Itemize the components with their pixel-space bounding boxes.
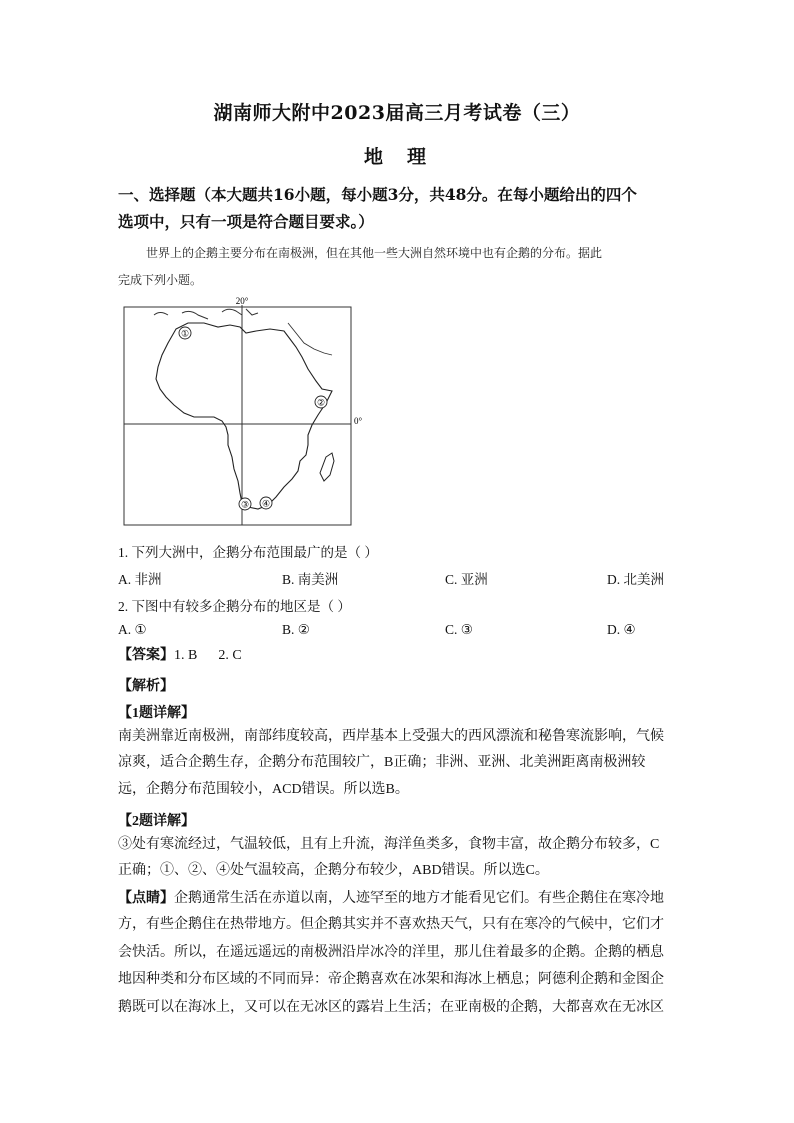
question-1-stem: 1. 下列大洲中，企鹅分布范围最广的是（ ）: [118, 545, 378, 560]
tip-first-line: [118, 886, 664, 912]
arabia-edge: [288, 323, 332, 355]
svg-text:①: ①: [180, 328, 190, 339]
q2-option-c: C. ③: [445, 622, 473, 637]
exam-title: 湖南师大附中2023届高三月考试卷（三）: [213, 102, 581, 124]
equator-label: 0°: [354, 416, 363, 426]
africa-map: [118, 293, 378, 533]
marker-4: [260, 497, 272, 509]
tip-label: 【点睛】: [118, 891, 174, 906]
q2-option-a: A. ①: [118, 622, 147, 637]
q1-option-c: C. 亚洲: [445, 572, 488, 587]
question-2-stem: 2. 下图中有较多企鹅分布的地区是（ ）: [118, 599, 351, 614]
africa-outline: [156, 323, 332, 509]
meridian-label: 20°: [235, 296, 249, 306]
subject-title: 地理: [363, 146, 450, 168]
tip-first-text: 企鹅通常生活在赤道以南，人迹罕至的地方才能看见它们。有些企鹅住在寒冷地: [174, 891, 664, 906]
tip-line-2: 会快活。所以，在遥远遥远的南极洲沿岸冰冷的洋里，那儿住着最多的企鹅。企鹅的栖息: [118, 945, 664, 960]
section-heading-line1: 一、选择题（本大题共16小题，每小题3分，共48分。在每小题给出的四个: [118, 185, 637, 204]
section-heading-line2: 选项中，只有一项是符合题目要求。）: [118, 212, 374, 231]
q2-option-b: B. ②: [282, 622, 310, 637]
q2-detail-label: 【2题详解】: [118, 814, 195, 829]
tip-line-1: 方，有些企鹅住在热带地方。但企鹅其实并不喜欢热天气，只有在寒冷的气候中，它们才: [118, 917, 664, 932]
q1-detail-line-1: 南美洲靠近南极洲，南部纬度较高，西岸基本上受强大的西风漂流和秘鲁寒流影响，气候: [118, 729, 664, 744]
analysis-label: 【解析】: [118, 679, 174, 694]
q1-option-b: B. 南美洲: [282, 572, 339, 587]
answer-text: 1. B 2. C: [174, 648, 242, 663]
tip-line-4: 鹅既可以在海冰上，又可以在无冰区的露岩上生活；在亚南极的企鹅，大都喜欢在无冰区: [118, 1000, 664, 1015]
marker-1: [179, 327, 191, 339]
svg-text:②: ②: [316, 397, 326, 408]
marker-3: [239, 498, 251, 510]
tip-line-3: 地因种类和分布区域的不同而异：帝企鹅喜欢在冰架和海冰上栖息；阿德利企鹅和金图企: [118, 972, 664, 987]
madagascar: [320, 453, 334, 481]
q2-option-d: D. ④: [607, 622, 636, 637]
q1-detail-label: 【1题详解】: [118, 706, 195, 721]
q2-detail-line-2: 正确；①、②、④处气温较高，企鹅分布较少，ABD错误。所以选C。: [118, 863, 549, 878]
q1-detail-line-3: 远，企鹅分布范围较小，ACD错误。所以选B。: [118, 782, 409, 797]
q1-option-d: D. 北美洲: [607, 572, 664, 587]
svg-text:③: ③: [240, 499, 250, 510]
svg-text:④: ④: [261, 498, 271, 509]
intro-line1: 世界上的企鹅主要分布在南极洲，但在其他一些大洲自然环境中也有企鹅的分布。据此: [146, 246, 603, 260]
answer-row: [118, 643, 242, 669]
answer-label: 【答案】: [118, 648, 174, 663]
q1-option-a: A. 非洲: [118, 572, 162, 587]
marker-2: [315, 396, 327, 408]
q1-detail-line-2: 凉爽，适合企鹅生存，企鹅分布范围较广，B正确；非洲、亚洲、北美洲距离南极洲较: [118, 755, 646, 770]
intro-line2: 完成下列小题。: [118, 273, 203, 287]
q2-detail-line-1: ③处有寒流经过，气温较低，且有上升流，海洋鱼类多，食物丰富，故企鹅分布较多，C: [118, 837, 660, 852]
